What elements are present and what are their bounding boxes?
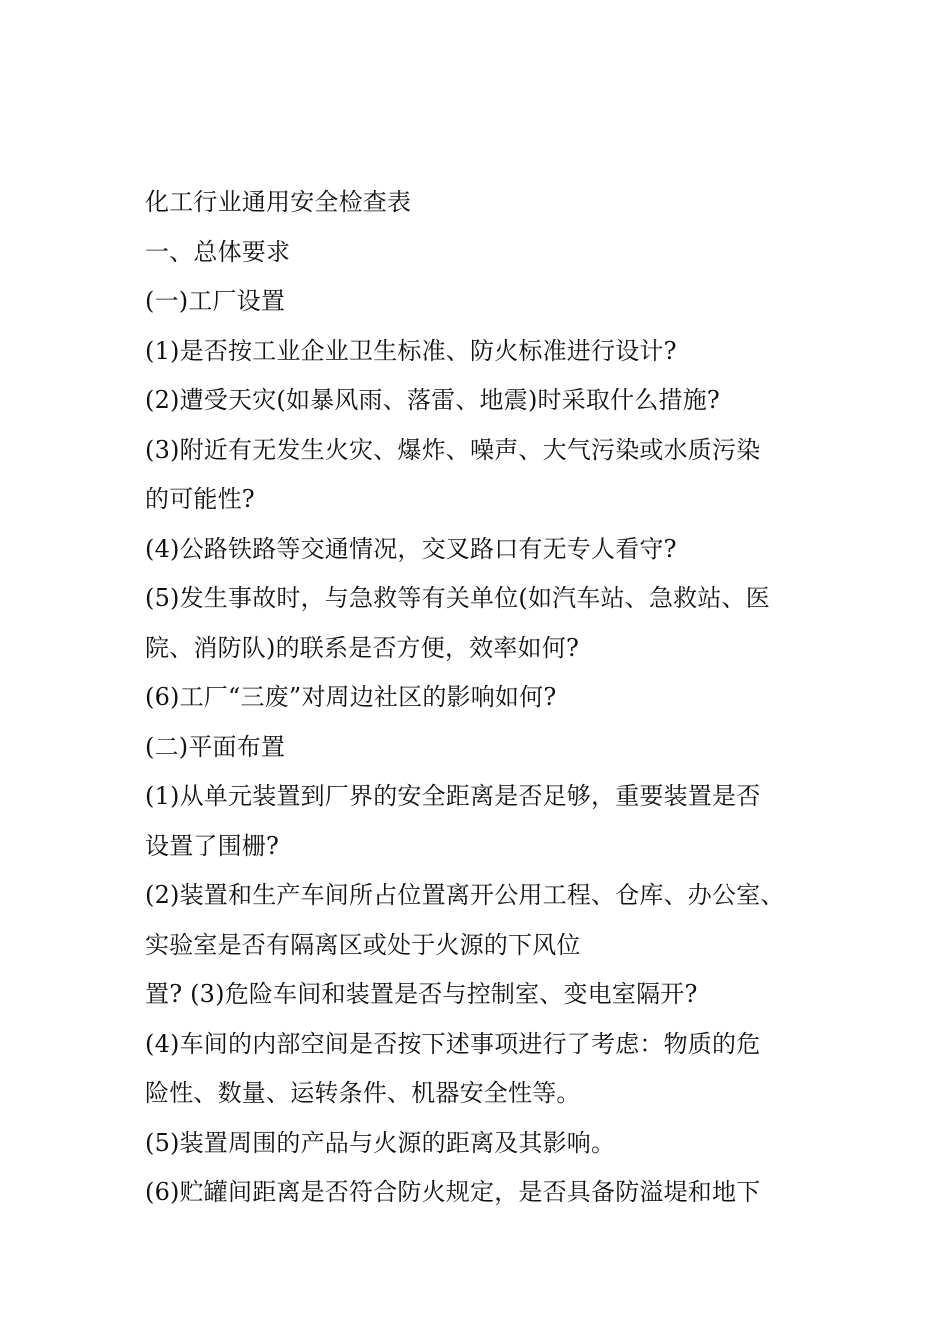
- checklist-item-continuation: 险性、数量、运转条件、机器安全性等。: [145, 1079, 581, 1107]
- subsection-heading: (一)工厂设置: [145, 287, 286, 315]
- checklist-item-continuation: 实验室是否有隔离区或处于火源的下风位: [145, 930, 581, 959]
- checklist-item: (5)发生事故时，与急救等有关单位(如汽车站、急救站、医: [145, 584, 770, 612]
- document-title: 化工行业通用安全检查表: [145, 188, 412, 216]
- checklist-item: (2)装置和生产车间所占位置离开公用工程、仓库、办公室、: [145, 881, 785, 909]
- checklist-item: (5)装置周围的产品与火源的距离及其影响。: [145, 1128, 616, 1157]
- checklist-item: (1)从单元装置到厂界的安全距离是否足够，重要装置是否: [145, 782, 761, 810]
- checklist-item: (6)贮罐间距离是否符合防火规定，是否具备防溢堤和地下: [145, 1178, 761, 1206]
- checklist-item-continuation: 设置了围栅?: [145, 831, 280, 860]
- checklist-item: (6)工厂“三废”对周边社区的影响如何?: [145, 683, 557, 711]
- subsection-heading: (二)平面布置: [145, 732, 286, 761]
- checklist-item: (3)附近有无发生火灾、爆炸、噪声、大气污染或水质污染: [145, 435, 761, 464]
- document-body: [145, 178, 835, 1218]
- checklist-item: 置? (3)危险车间和装置是否与控制室、变电室隔开?: [145, 980, 698, 1008]
- checklist-item-continuation: 的可能性?: [145, 485, 255, 513]
- checklist-item: (2)遭受天灾(如暴风雨、落雷、地震)时采取什么措施?: [145, 386, 720, 414]
- section-heading: 一、总体要求: [145, 237, 291, 266]
- checklist-item: (1)是否按工业企业卫生标准、防火标准进行设计?: [145, 336, 677, 365]
- checklist-item-continuation: 院、消防队)的联系是否方便，效率如何?: [145, 633, 580, 662]
- checklist-item: (4)车间的内部空间是否按下述事项进行了考虑：物质的危: [145, 1029, 761, 1058]
- checklist-item: (4)公路铁路等交通情况，交叉路口有无专人看守?: [145, 534, 677, 563]
